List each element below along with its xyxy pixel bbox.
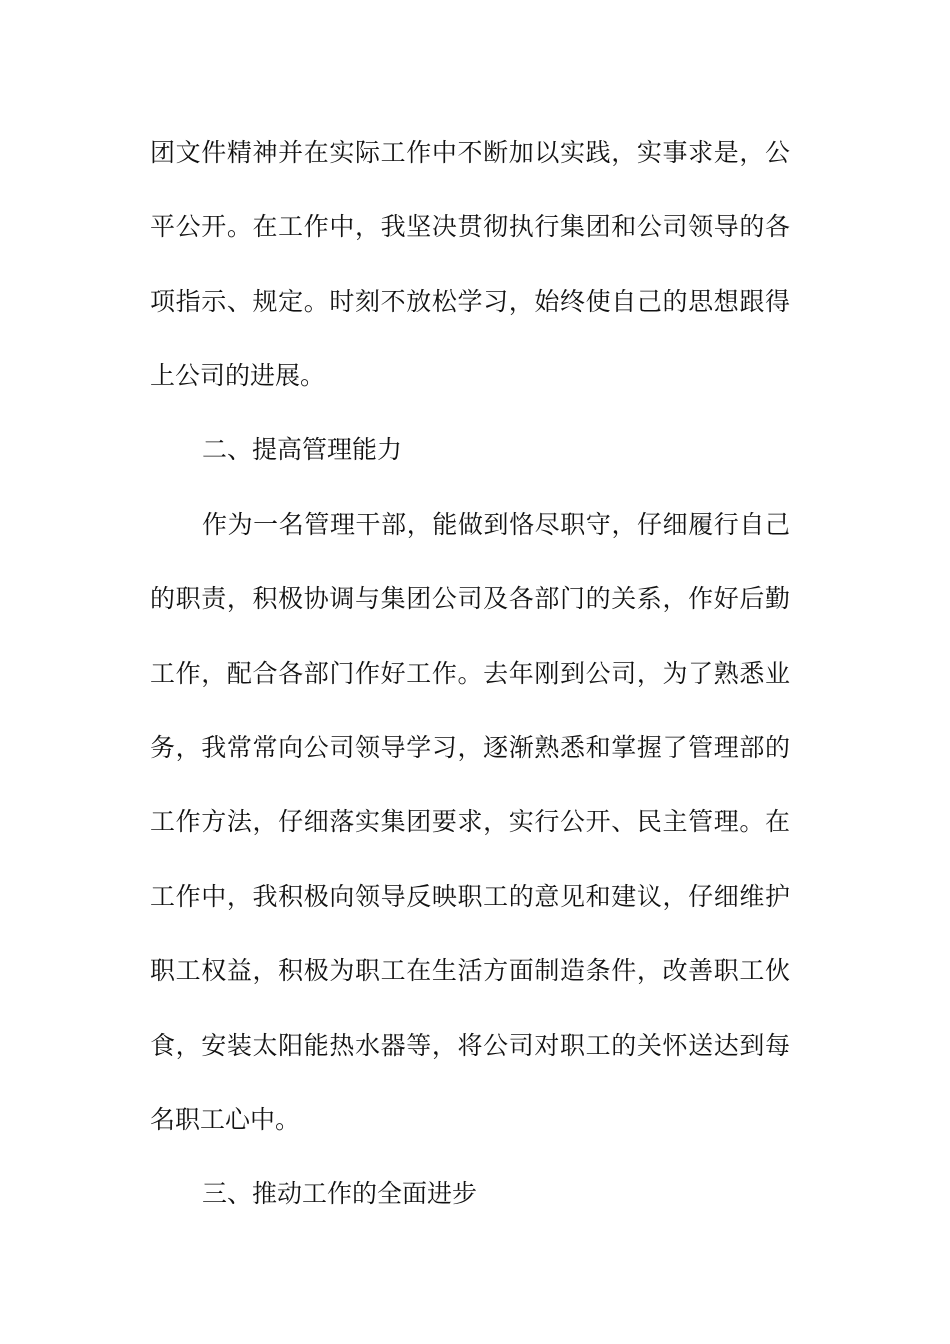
paragraph-line: 作为一名管理干部，能做到恪尽职守，仔细履行自己	[202, 510, 790, 539]
paragraph-line: 职工权益，积极为职工在生活方面制造条件，改善职工伙	[150, 956, 790, 985]
paragraph-line: 上公司的进展。	[150, 361, 326, 390]
paragraph-line: 项指示、规定。时刻不放松学习，始终使自己的思想跟得	[150, 287, 790, 316]
paragraph-line: 务，我常常向公司领导学习，逐渐熟悉和掌握了管理部的	[150, 733, 790, 762]
paragraph-line: 的职责，积极协调与集团公司及各部门的关系，作好后勤	[150, 584, 790, 613]
paragraph-line: 团文件精神并在实际工作中不断加以实践，实事求是，公	[150, 138, 790, 167]
paragraph-line: 工作，配合各部门作好工作。去年刚到公司，为了熟悉业	[150, 659, 790, 688]
paragraph-line: 工作中，我积极向领导反映职工的意见和建议，仔细维护	[150, 882, 790, 911]
paragraph-line: 平公开。在工作中，我坚决贯彻执行集团和公司领导的各	[150, 212, 790, 241]
paragraph-line: 工作方法，仔细落实集团要求，实行公开、民主管理。在	[150, 807, 790, 836]
paragraph-line: 食，安装太阳能热水器等，将公司对职工的关怀送达到每	[150, 1031, 790, 1060]
paragraph-line: 名职工心中。	[150, 1105, 301, 1134]
section-heading: 三、推动工作的全面进步	[202, 1179, 478, 1208]
section-heading: 二、提高管理能力	[202, 435, 403, 464]
